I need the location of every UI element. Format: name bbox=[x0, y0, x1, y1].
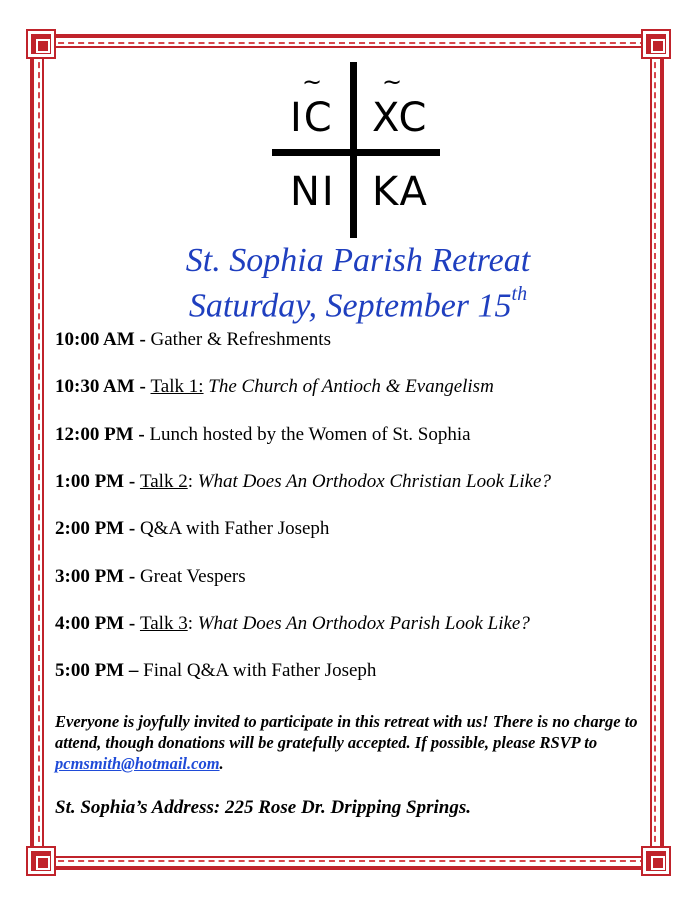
schedule-description: Great Vespers bbox=[139, 565, 246, 587]
schedule-separator: – bbox=[124, 660, 144, 682]
invitation-end: . bbox=[219, 754, 224, 773]
corner-ornament-bottom-left bbox=[28, 848, 54, 874]
schedule-separator: - bbox=[124, 470, 140, 492]
corner-ornament-top-right bbox=[643, 31, 669, 57]
talk-topic: The Church of Antioch & Evangelism bbox=[208, 376, 494, 398]
schedule-item bbox=[55, 375, 494, 399]
schedule-time: 10:30 AM bbox=[55, 376, 135, 398]
page-title: St. Sophia Parish Retreat bbox=[185, 242, 531, 279]
schedule-description: Q&A with Father Joseph bbox=[139, 518, 330, 540]
talk-separator: : bbox=[187, 612, 198, 634]
talk-label: Talk 2 bbox=[139, 470, 188, 492]
schedule-separator: - bbox=[134, 329, 151, 350]
parish-address: St. Sophia’s Address: 225 Rose Dr. Dripping Springs. bbox=[55, 797, 471, 818]
schedule-item bbox=[55, 470, 551, 494]
rsvp-email-link[interactable]: pcmsmith@hotmail.com bbox=[55, 754, 220, 773]
event-date bbox=[8, 283, 700, 325]
schedule-description: Gather & Refreshments bbox=[150, 329, 331, 350]
schedule-item bbox=[55, 612, 530, 636]
emblem-ic: IC bbox=[290, 95, 334, 141]
schedule-time: 5:00 PM bbox=[55, 660, 125, 682]
invitation-note bbox=[55, 711, 655, 774]
schedule-time: 2:00 PM bbox=[55, 518, 125, 540]
schedule-description: Lunch hosted by the Women of St. Sophia bbox=[149, 423, 471, 445]
emblem-ka: KA bbox=[372, 169, 429, 215]
talk-label: Talk 3 bbox=[139, 612, 188, 634]
schedule-item bbox=[55, 659, 376, 683]
schedule-item bbox=[55, 565, 246, 589]
talk-topic: What Does An Orthodox Parish Look Like? bbox=[197, 612, 530, 634]
cross-horizontal-bar bbox=[272, 149, 440, 156]
schedule-separator: - bbox=[124, 612, 140, 634]
schedule-separator: - bbox=[124, 565, 140, 587]
schedule-item bbox=[55, 517, 329, 541]
titlo-mark: ~ bbox=[302, 68, 323, 96]
talk-separator: : bbox=[187, 470, 198, 492]
event-date-suffix: th bbox=[511, 283, 528, 305]
titlo-mark: ~ bbox=[382, 68, 403, 96]
schedule-description: Final Q&A with Father Joseph bbox=[143, 660, 377, 682]
schedule-separator: - bbox=[124, 518, 140, 540]
schedule-item bbox=[55, 423, 471, 447]
ic-xc-nika-cross-icon bbox=[272, 62, 440, 238]
schedule-item bbox=[55, 328, 331, 352]
emblem-ni: NI bbox=[290, 169, 336, 215]
schedule-separator: - bbox=[134, 376, 151, 398]
schedule-time: 12:00 PM bbox=[55, 423, 134, 445]
emblem-xc: XC bbox=[372, 95, 429, 141]
invitation-text: Everyone is joyfully invited to participate in this retreat with us! There is no charge to attend, though donations will be gratefully accepted. If possible, please RSVP to bbox=[55, 712, 638, 752]
talk-label: Talk 1: bbox=[150, 376, 204, 398]
schedule-time: 1:00 PM bbox=[55, 470, 125, 492]
talk-topic: What Does An Orthodox Christian Look Like? bbox=[197, 470, 551, 492]
schedule-separator: - bbox=[133, 423, 150, 445]
schedule-time: 10:00 AM bbox=[55, 329, 135, 350]
corner-ornament-top-left bbox=[28, 31, 54, 57]
schedule-time: 4:00 PM bbox=[55, 612, 125, 634]
event-date-text: Saturday, September 15 bbox=[188, 287, 512, 325]
corner-ornament-bottom-right bbox=[643, 848, 669, 874]
schedule-time: 3:00 PM bbox=[55, 565, 125, 587]
